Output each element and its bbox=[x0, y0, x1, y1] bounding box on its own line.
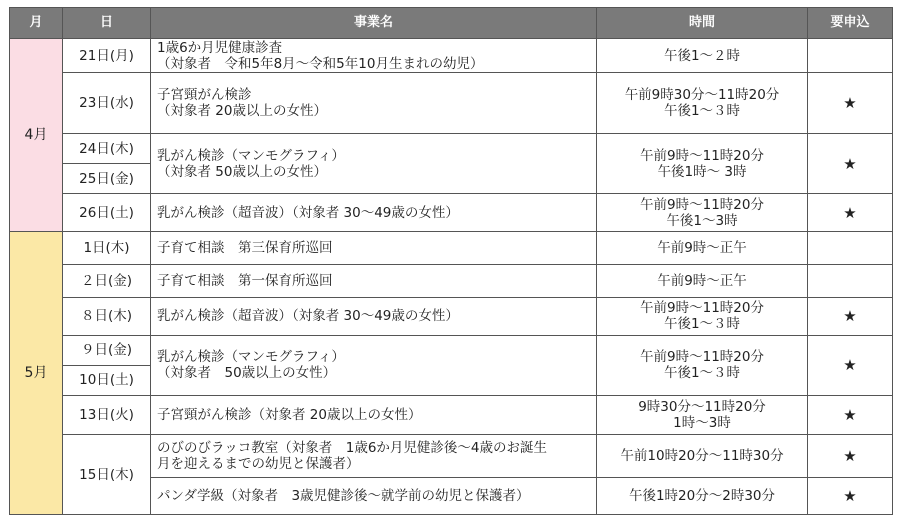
time-cell: 午前9時～11時20分 午後1～３時 bbox=[597, 297, 808, 335]
required-star: ★ bbox=[808, 395, 893, 434]
table-row bbox=[10, 194, 893, 232]
event-cell: 子育て相談 第一保育所巡回 bbox=[151, 264, 597, 297]
time-cell: 午後1～２時 bbox=[597, 39, 808, 73]
event-cell: のびのびラッコ教室（対象者 1歳6か月児健診後～4歳のお誕生 月を迎えるまでの幼児と保護者） bbox=[151, 435, 597, 477]
required-star: ★ bbox=[808, 194, 893, 232]
table-row bbox=[10, 232, 893, 264]
event-cell: 乳がん検診（超音波）（対象者 30～49歳の女性） bbox=[151, 194, 597, 232]
time-cell: 午前9時～11時20分 午後1～３時 bbox=[597, 335, 808, 395]
header-time: 時間 bbox=[597, 8, 808, 39]
header-event: 事業名 bbox=[151, 8, 597, 39]
time-cell: 午後1時20分～2時30分 bbox=[597, 477, 808, 514]
required-cell bbox=[808, 232, 893, 264]
required-star: ★ bbox=[808, 297, 893, 335]
event-cell: 乳がん検診（マンモグラフィ） （対象者 50歳以上の女性） bbox=[151, 134, 597, 194]
month-april: 4月 bbox=[10, 39, 63, 232]
table-row bbox=[10, 39, 893, 73]
day-cell: 15日(木) bbox=[63, 435, 151, 515]
event-cell: 子宮頸がん検診 （対象者 20歳以上の女性） bbox=[151, 73, 597, 134]
day-cell: ８日(木) bbox=[63, 297, 151, 335]
event-cell: 子育て相談 第三保育所巡回 bbox=[151, 232, 597, 264]
table-row bbox=[10, 435, 893, 477]
event-cell: 乳がん検診（マンモグラフィ） （対象者 50歳以上の女性） bbox=[151, 335, 597, 395]
month-may: 5月 bbox=[10, 232, 63, 515]
header-row bbox=[10, 8, 893, 39]
day-cell: 23日(水) bbox=[63, 73, 151, 134]
event-cell: パンダ学級（対象者 3歳児健診後～就学前の幼児と保護者） bbox=[151, 477, 597, 514]
required-star: ★ bbox=[808, 73, 893, 134]
time-cell: 午前9時～正午 bbox=[597, 264, 808, 297]
day-cell: ２日(金) bbox=[63, 264, 151, 297]
table-row bbox=[10, 297, 893, 335]
event-cell: 乳がん検診（超音波）（対象者 30～49歳の女性） bbox=[151, 297, 597, 335]
day-cell: 1日(木) bbox=[63, 232, 151, 264]
required-star: ★ bbox=[808, 335, 893, 395]
day-cell: 24日(木) bbox=[63, 134, 151, 164]
required-star: ★ bbox=[808, 134, 893, 194]
schedule-table bbox=[9, 7, 893, 515]
required-cell bbox=[808, 39, 893, 73]
time-cell: 午前9時～11時20分 午後1時～ 3時 bbox=[597, 134, 808, 194]
day-cell: 25日(金) bbox=[63, 164, 151, 194]
table-row bbox=[10, 134, 893, 164]
day-cell: 21日(月) bbox=[63, 39, 151, 73]
time-cell: 午前9時～正午 bbox=[597, 232, 808, 264]
header-req: 要申込 bbox=[808, 8, 893, 39]
required-star: ★ bbox=[808, 477, 893, 514]
day-cell: ９日(金) bbox=[63, 335, 151, 365]
time-cell: 9時30分～11時20分 1時～3時 bbox=[597, 395, 808, 434]
time-cell: 午前10時20分～11時30分 bbox=[597, 435, 808, 477]
day-cell: 13日(火) bbox=[63, 395, 151, 434]
required-cell bbox=[808, 264, 893, 297]
table-row bbox=[10, 73, 893, 134]
event-cell: 子宮頸がん検診（対象者 20歳以上の女性） bbox=[151, 395, 597, 434]
table-row bbox=[10, 395, 893, 434]
event-cell: 1歳6か月児健康診査 （対象者 令和5年8月～令和5年10月生まれの幼児） bbox=[151, 39, 597, 73]
table-row bbox=[10, 264, 893, 297]
time-cell: 午前9時30分～11時20分 午後1～３時 bbox=[597, 73, 808, 134]
day-cell: 10日(土) bbox=[63, 365, 151, 395]
header-month: 月 bbox=[10, 8, 63, 39]
day-cell: 26日(土) bbox=[63, 194, 151, 232]
required-star: ★ bbox=[808, 435, 893, 477]
time-cell: 午前9時～11時20分 午後1～3時 bbox=[597, 194, 808, 232]
table-row bbox=[10, 335, 893, 365]
header-day: 日 bbox=[63, 8, 151, 39]
